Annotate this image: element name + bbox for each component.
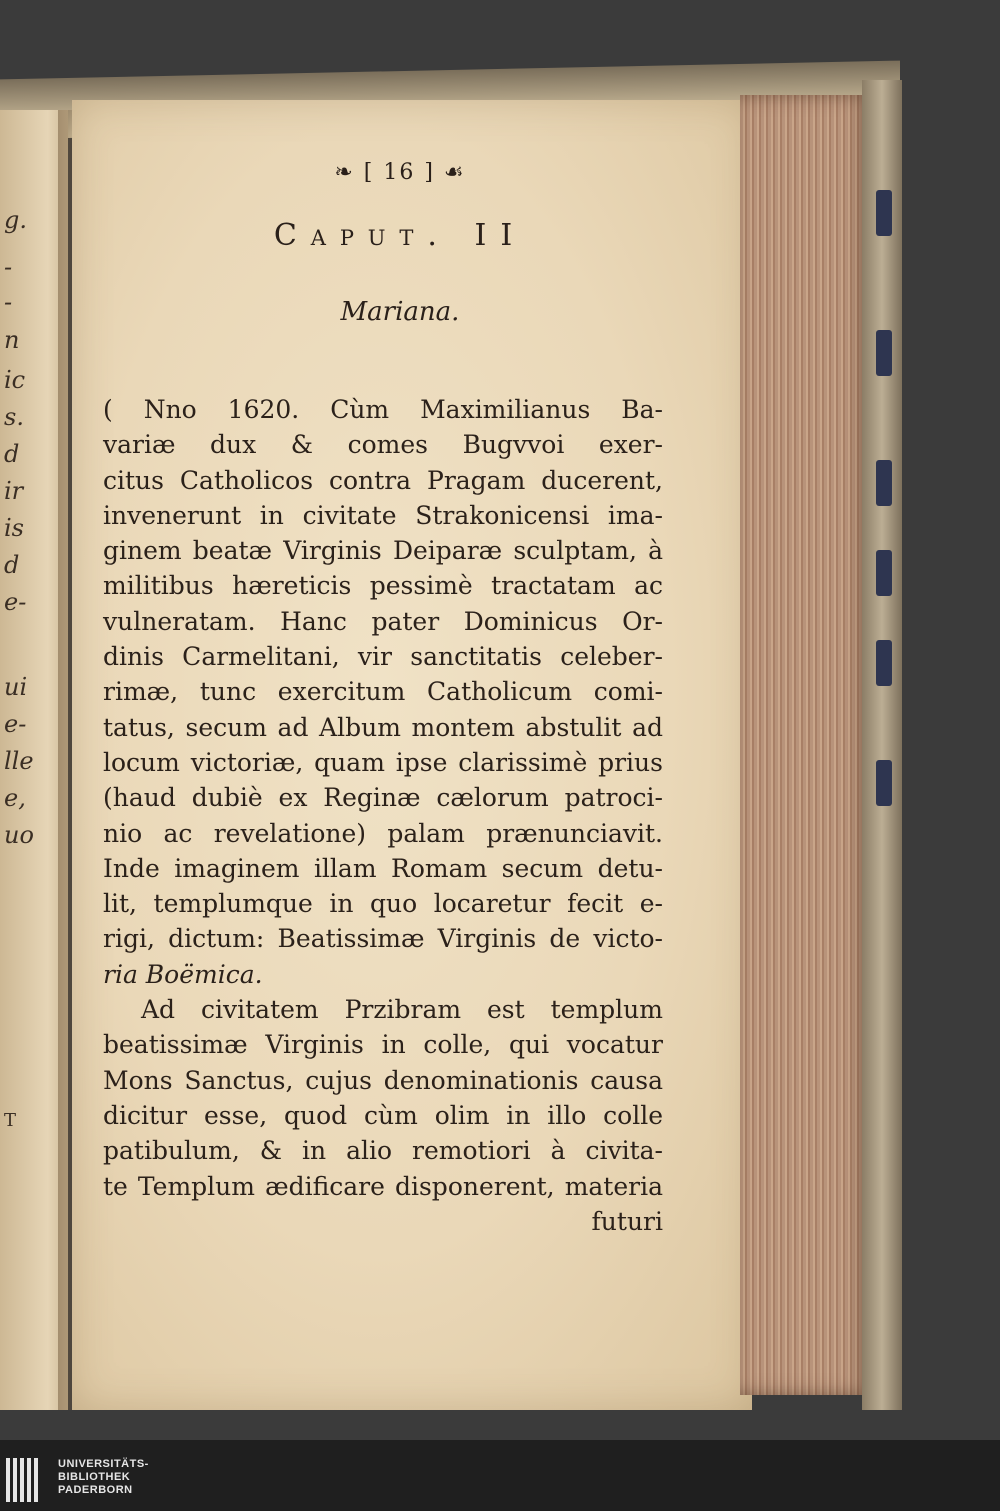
ornament-left: ❧: [334, 160, 355, 185]
chapter-subtitle: Mariana.: [340, 297, 460, 327]
text-line: variæ dux & comes Bugvvoi exer-: [103, 430, 663, 460]
library-logo-icon: [6, 1458, 46, 1508]
left-fragment: e,: [4, 784, 26, 812]
book-spine: [862, 80, 902, 1410]
left-fragment: ui: [4, 673, 28, 701]
text-line: citus Catholicos contra Pragam ducerent,: [103, 465, 663, 495]
library-footer: [0, 1440, 1000, 1511]
left-fragment: e-: [4, 588, 27, 616]
spine-mark: [876, 190, 892, 236]
library-logo-text: [58, 1458, 149, 1497]
logo-line: PADERBORN: [58, 1484, 133, 1496]
page-number-header: [290, 160, 510, 185]
text-line: locum victoriæ, quam ipse clarissimè prius: [103, 747, 663, 777]
left-fragment: -: [4, 253, 13, 281]
spine-mark: [876, 640, 892, 686]
left-fragment: d: [4, 551, 20, 579]
left-fragment: -: [4, 288, 13, 316]
chapter-heading: Caput. II: [273, 218, 527, 253]
left-fragment: lle: [4, 747, 34, 775]
left-fragment: e-: [4, 710, 27, 738]
text-line: dinis Carmelitani, vir sanctitatis celeber-: [103, 642, 663, 672]
left-fragment: ic: [4, 366, 26, 394]
spine-mark: [876, 760, 892, 806]
left-fragment: T: [4, 1110, 17, 1131]
spine-mark: [876, 330, 892, 376]
left-fragment: n: [4, 326, 20, 354]
text-line: patibulum, & in alio remotiori à civita-: [103, 1136, 663, 1166]
text-line: ginem beatæ Virginis Deiparæ sculptam, à: [103, 536, 663, 566]
text-line: Mons Sanctus, cujus denominationis causa: [103, 1065, 663, 1095]
spine-mark: [876, 460, 892, 506]
text-line: te Templum ædificare disponerent, materia: [103, 1171, 663, 1201]
logo-line: BIBLIOTHEK: [58, 1471, 131, 1483]
ornament-right: ☙: [443, 160, 466, 185]
text-line: lit, templumque in quo locaretur fecit e-: [103, 889, 663, 919]
text-line: tatus, secum ad Album montem abstulit ad: [103, 712, 663, 742]
text-line: beatissimæ Virginis in colle, qui vocatur: [103, 1030, 663, 1060]
logo-line: UNIVERSITÄTS-: [58, 1458, 149, 1470]
left-fragment: d: [4, 440, 20, 468]
text-line: Ad civitatem Przibram est templum: [141, 995, 663, 1025]
text-line: invenerunt in civitate Strakonicensi ima-: [103, 500, 663, 530]
text-line: dicitur esse, quod cùm olim in illo colle: [103, 1100, 663, 1130]
left-fragment: is: [4, 514, 24, 542]
page-number: [ 16 ]: [363, 160, 435, 185]
text-line: ria Boëmica.: [103, 959, 263, 989]
spine-mark: [876, 550, 892, 596]
text-line: rimæ, tunc exercitum Catholicum comi-: [103, 677, 663, 707]
text-line: nio ac revelatione) palam prænunciavit.: [103, 818, 663, 848]
text-line: militibus hæreticis pessimè tractatam ac: [103, 571, 663, 601]
text-line: (haud dubiè ex Reginæ cælorum patroci-: [103, 783, 663, 813]
text-line: ( Nno 1620. Cùm Maximilianus Ba-: [103, 395, 663, 424]
text-line: Inde imaginem illam Romam secum detu-: [103, 853, 663, 883]
catchword: futuri: [591, 1206, 663, 1236]
left-fragment: ir: [4, 477, 24, 505]
page-fore-edge: [740, 95, 870, 1395]
text-line: rigi, dictum: Beatissimæ Virginis de victo-: [103, 924, 663, 954]
left-fragment: uo: [4, 821, 34, 849]
body-text: [103, 392, 663, 1239]
left-fragment: g.: [4, 206, 27, 234]
text-line: vulneratam. Hanc pater Dominicus Or-: [103, 606, 663, 636]
left-fragment: s.: [4, 403, 24, 431]
